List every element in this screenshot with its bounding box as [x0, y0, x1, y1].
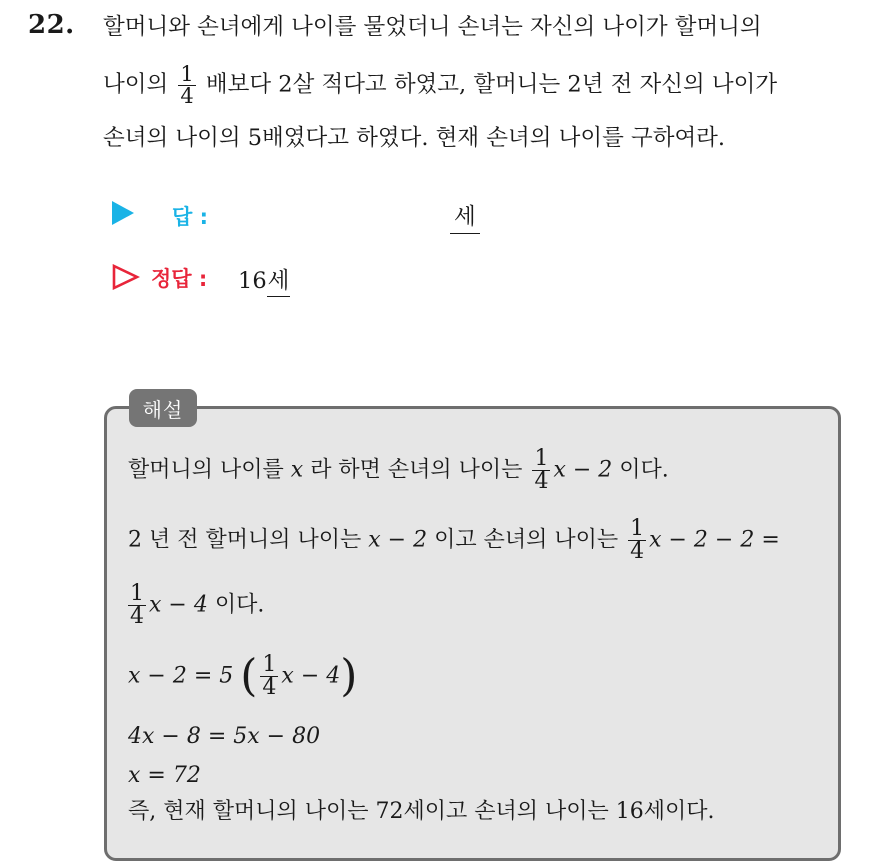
question-fraction [178, 64, 195, 107]
solution-line-2-expression-2: x − 2 − 2 = [649, 527, 780, 553]
question-line-1: 할머니와 손녀에게 나이를 물었더니 손녀는 자신의 나이가 할머니의 [103, 14, 762, 40]
answer-label: 답 : [172, 205, 208, 229]
fraction-denominator: 4 [180, 84, 194, 108]
fraction-denominator: 4 [630, 539, 645, 564]
correct-answer-arrow-icon [112, 264, 140, 290]
solution-line-4-lhs: x − 2 = 5 [128, 663, 234, 689]
solution-line-4-fraction [260, 654, 278, 699]
fraction-numerator: 1 [262, 652, 277, 677]
solution-line-6: x = 72 [128, 763, 201, 788]
fraction-denominator: 4 [534, 469, 549, 494]
solution-line-1-fraction [532, 448, 550, 493]
fraction-numerator: 1 [130, 581, 144, 606]
correct-answer-value [238, 263, 290, 295]
question-line-3: 손녀의 나이의 5배였다고 하였다. 현재 손녀의 나이를 구하여라. [103, 125, 726, 151]
solution-tab: 해설 [129, 389, 197, 427]
solution-line-1 [128, 448, 669, 493]
solution-line-2-before: 2 년 전 할머니의 나이는 [128, 527, 362, 553]
solution-variable-x: x [290, 457, 304, 483]
solution-line-3-after: 이다. [214, 592, 265, 618]
correct-answer-label: 정답 : [151, 267, 208, 291]
solution-line-3-fraction [128, 583, 146, 628]
fraction-denominator: 4 [262, 675, 277, 700]
question-line-2 [103, 64, 777, 107]
answer-arrow-icon [112, 201, 134, 225]
correct-answer-unit: 세 [267, 268, 291, 297]
answer-input[interactable]: 세 [450, 199, 480, 234]
solution-line-1-expression: x − 2 [553, 457, 613, 483]
solution-line-3 [128, 583, 264, 628]
solution-line-2-mid: 이고 손녀의 나이는 [434, 527, 619, 553]
solution-line-2-fraction [628, 518, 646, 563]
solution-line-3-expression: x − 4 [149, 592, 208, 618]
solution-line-1-after: 이다. [619, 457, 669, 483]
solution-line-5: 4x − 8 = 5x − 80 [128, 724, 321, 749]
fraction-numerator: 1 [630, 516, 645, 541]
left-parenthesis: ( [240, 650, 258, 702]
fraction-numerator: 1 [180, 62, 194, 86]
solution-line-2-expression-1: x − 2 [368, 527, 428, 553]
solution-line-4 [128, 650, 358, 702]
solution-line-1-before: 할머니의 나이를 [128, 457, 284, 483]
solution-line-2 [128, 518, 780, 563]
correct-answer-number: 16 [238, 268, 267, 294]
question-line-2-after: 배보다 2살 적다고 하였고, 할머니는 2년 전 자신의 나이가 [205, 71, 778, 98]
question-number: 22. [28, 10, 75, 40]
solution-line-4-inner: x − 4 [281, 663, 341, 689]
question-line-2-before: 나이의 [103, 71, 169, 98]
solution-line-7: 즉, 현재 할머니의 나이는 72세이고 손녀의 나이는 16세이다. [128, 799, 715, 824]
fraction-numerator: 1 [534, 446, 549, 471]
fraction-denominator: 4 [130, 604, 144, 629]
solution-line-1-mid: 라 하면 손녀의 나이는 [310, 457, 523, 483]
right-parenthesis: ) [340, 650, 358, 702]
